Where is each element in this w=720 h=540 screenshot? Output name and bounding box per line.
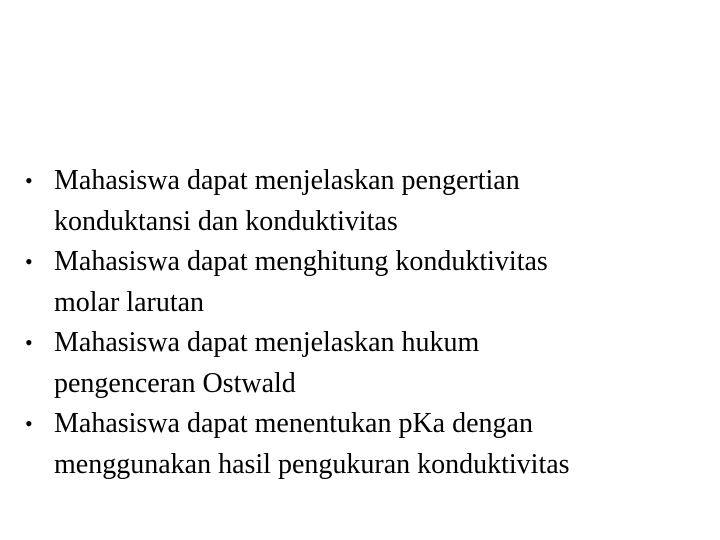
bullet-line-2: pengenceran Ostwald [54,367,296,399]
bullet-icon: • [25,168,33,193]
bullet-line-1: Mahasiswa dapat menentukan pKa dengan [54,408,533,439]
list-item [24,323,704,404]
learning-objectives-list [24,161,704,485]
bullet-icon: • [25,330,33,355]
bullet-icon: • [25,411,33,436]
list-item [24,404,704,485]
bullet-icon: • [25,249,33,274]
bullet-line-2: menggunakan hasil pengukuran konduktivitas [54,448,570,480]
bullet-line-1: Mahasiswa dapat menjelaskan pengertian [54,165,520,196]
bullet-line-2: konduktansi dan konduktivitas [54,205,398,237]
bullet-line-1: Mahasiswa dapat menjelaskan hukum [54,327,480,358]
list-item [24,242,704,323]
bullet-line-1: Mahasiswa dapat menghitung konduktivitas [54,246,548,277]
bullet-line-2: molar larutan [54,286,205,318]
list-item [24,161,704,242]
